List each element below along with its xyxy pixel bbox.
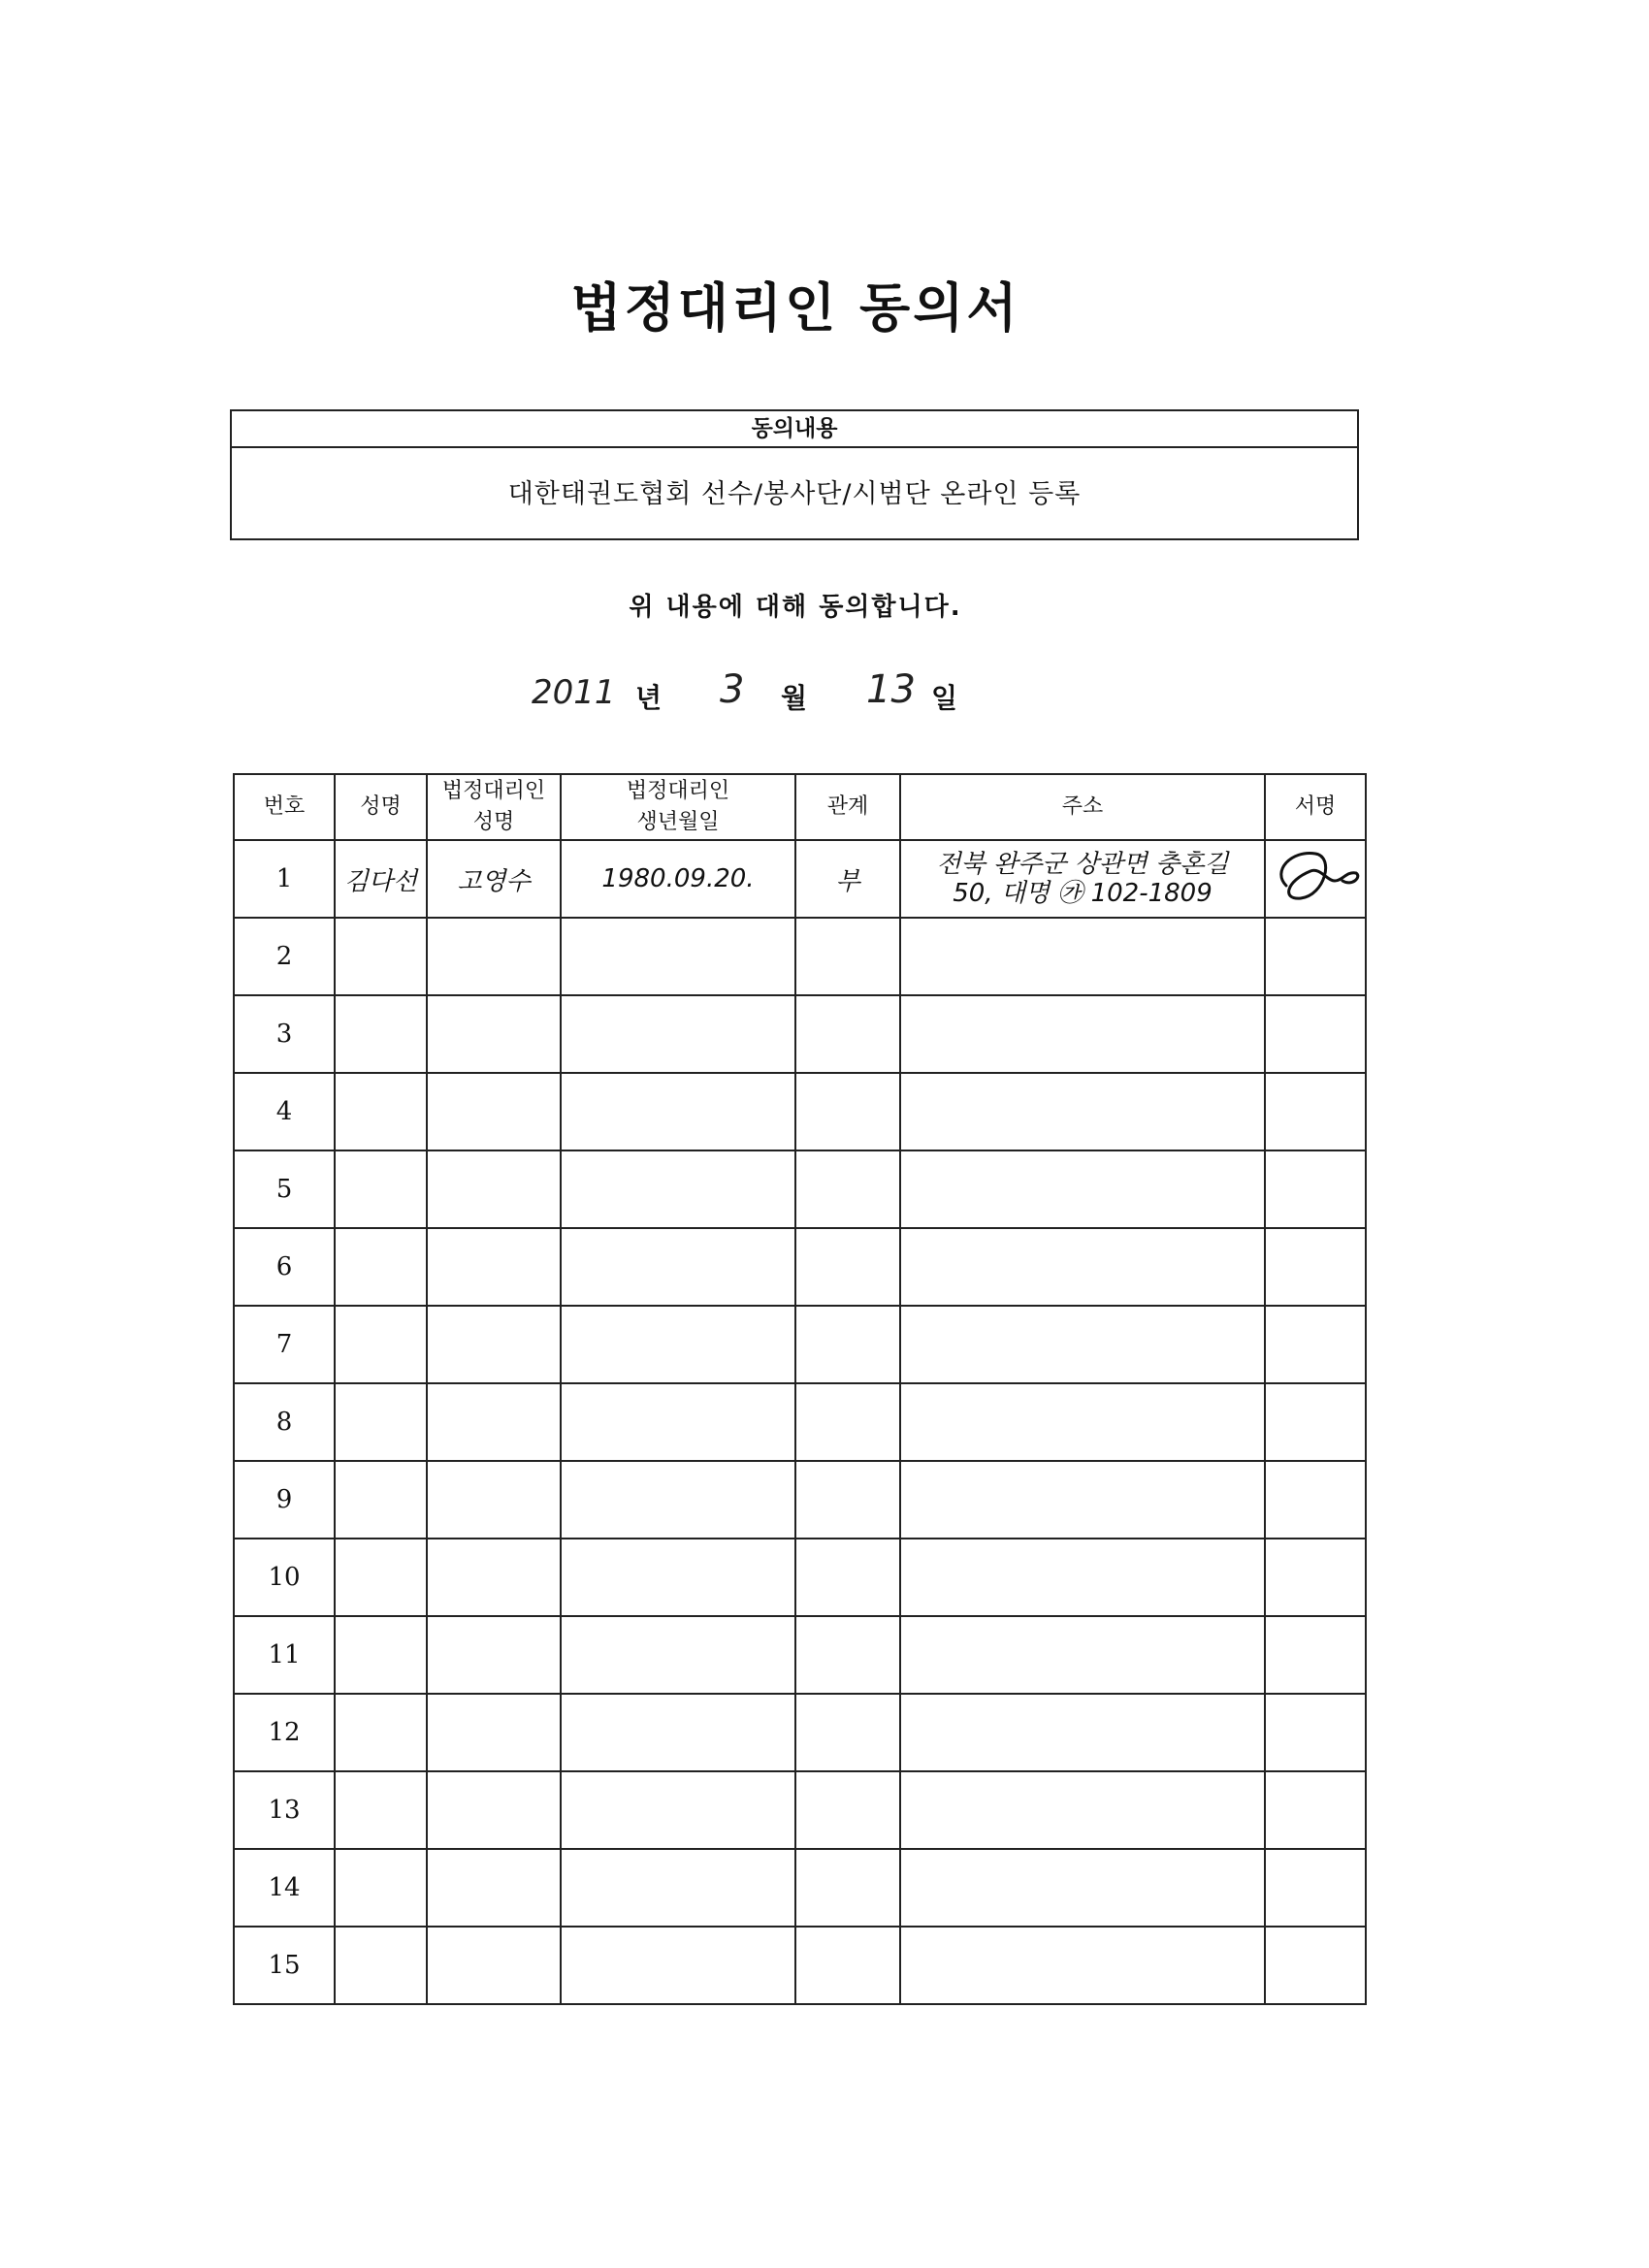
empty-cell: [1265, 1539, 1366, 1616]
empty-cell: [335, 1616, 427, 1694]
empty-cell: [795, 918, 900, 995]
empty-cell: [427, 1306, 561, 1383]
table-row: [234, 1927, 1366, 2004]
date-day-label: 일: [931, 682, 958, 714]
empty-cell: [900, 1383, 1265, 1461]
table-row: [234, 1694, 1366, 1771]
empty-cell: [900, 1694, 1265, 1771]
empty-cell: [561, 1461, 795, 1539]
empty-cell: [427, 1228, 561, 1306]
empty-cell: [795, 1306, 900, 1383]
empty-cell: [795, 1150, 900, 1228]
date-day-handwritten: 13: [866, 667, 916, 712]
empty-cell: [427, 1461, 561, 1539]
empty-cell: [561, 1849, 795, 1927]
empty-cell: [900, 1073, 1265, 1150]
address: 전북 완주군 상관면 충혼길 50, 대명 ㉮ 102-1809: [900, 840, 1265, 918]
date-month-handwritten: 3: [720, 667, 745, 712]
empty-cell: [1265, 1927, 1366, 2004]
empty-cell: [900, 1849, 1265, 1927]
row-number: 10: [234, 1539, 335, 1616]
empty-cell: [561, 1616, 795, 1694]
empty-cell: [561, 1927, 795, 2004]
header-relation: 관계: [795, 774, 900, 840]
header-address: 주소: [900, 774, 1265, 840]
consent-content-text: 대한태권도협회 선수/봉사단/시범단 온라인 등록: [507, 479, 1082, 509]
date-line: [0, 669, 1649, 728]
consent-content-header: 동의내용: [232, 411, 1357, 448]
row-number: 6: [234, 1228, 335, 1306]
empty-cell: [1265, 1306, 1366, 1383]
empty-cell: [335, 1694, 427, 1771]
empty-cell: [795, 1771, 900, 1849]
empty-cell: [427, 995, 561, 1073]
empty-cell: [900, 918, 1265, 995]
empty-cell: [900, 1616, 1265, 1694]
date-month-label: 월: [781, 682, 808, 714]
empty-cell: [1265, 1150, 1366, 1228]
table-row: [234, 1849, 1366, 1927]
table-row: [234, 1306, 1366, 1383]
empty-cell: [561, 918, 795, 995]
empty-cell: [335, 1228, 427, 1306]
empty-cell: [1265, 1383, 1366, 1461]
empty-cell: [1265, 1073, 1366, 1150]
empty-cell: [900, 1539, 1265, 1616]
empty-cell: [427, 1927, 561, 2004]
empty-cell: [561, 1150, 795, 1228]
agreement-statement: 위 내용에 대해 동의합니다.: [629, 593, 962, 622]
empty-cell: [795, 995, 900, 1073]
empty-cell: [335, 1073, 427, 1150]
table-row: [234, 918, 1366, 995]
table-row: [234, 1150, 1366, 1228]
empty-cell: [1265, 1616, 1366, 1694]
row-number: 4: [234, 1073, 335, 1150]
table-row: [234, 1771, 1366, 1849]
row-number: 5: [234, 1150, 335, 1228]
empty-cell: [427, 918, 561, 995]
empty-cell: [335, 1383, 427, 1461]
signature-cell: [1265, 840, 1366, 918]
empty-cell: [335, 1771, 427, 1849]
empty-cell: [561, 1539, 795, 1616]
empty-cell: [561, 1228, 795, 1306]
empty-cell: [900, 1771, 1265, 1849]
empty-cell: [427, 1073, 561, 1150]
empty-cell: [427, 1150, 561, 1228]
row-number: 3: [234, 995, 335, 1073]
empty-cell: [427, 1383, 561, 1461]
header-guardian-name: 법정대리인 성명: [427, 774, 561, 840]
row-number: 1: [234, 840, 335, 918]
document-title: 법정대리인 동의서: [570, 277, 1020, 339]
table-row: [234, 1539, 1366, 1616]
empty-cell: [427, 1616, 561, 1694]
empty-cell: [561, 1073, 795, 1150]
empty-cell: [561, 1306, 795, 1383]
table-row: [234, 1228, 1366, 1306]
table-header-row: [234, 774, 1366, 840]
table-row: [234, 1461, 1366, 1539]
empty-cell: [1265, 1849, 1366, 1927]
table-row: [234, 1383, 1366, 1461]
empty-cell: [900, 1228, 1265, 1306]
table-row: [234, 840, 1366, 918]
row-number: 13: [234, 1771, 335, 1849]
empty-cell: [335, 995, 427, 1073]
row-number: 15: [234, 1927, 335, 2004]
header-guardian-birthdate: 법정대리인 생년월일: [561, 774, 795, 840]
empty-cell: [427, 1539, 561, 1616]
row-number: 2: [234, 918, 335, 995]
header-signature: 서명: [1265, 774, 1366, 840]
empty-cell: [335, 1306, 427, 1383]
empty-cell: [795, 1539, 900, 1616]
empty-cell: [900, 995, 1265, 1073]
table-row: [234, 995, 1366, 1073]
empty-cell: [1265, 995, 1366, 1073]
empty-cell: [1265, 1228, 1366, 1306]
empty-cell: [561, 1383, 795, 1461]
header-name: 성명: [335, 774, 427, 840]
handwritten-signature: [1267, 842, 1364, 910]
empty-cell: [1265, 1694, 1366, 1771]
empty-cell: [561, 1771, 795, 1849]
empty-cell: [900, 1927, 1265, 2004]
empty-cell: [795, 1073, 900, 1150]
empty-cell: [335, 1150, 427, 1228]
consent-content-box: [230, 409, 1359, 540]
row-number: 9: [234, 1461, 335, 1539]
empty-cell: [427, 1771, 561, 1849]
empty-cell: [795, 1383, 900, 1461]
empty-cell: [900, 1150, 1265, 1228]
relation: 부: [795, 840, 900, 918]
empty-cell: [335, 1927, 427, 2004]
empty-cell: [335, 918, 427, 995]
guardian-name: 고영수: [427, 840, 561, 918]
row-number: 8: [234, 1383, 335, 1461]
guardian-registration-table: [233, 773, 1367, 2005]
empty-cell: [335, 1849, 427, 1927]
empty-cell: [900, 1461, 1265, 1539]
date-year-handwritten: 2011: [532, 673, 616, 712]
empty-cell: [795, 1461, 900, 1539]
date-year-label: 년: [635, 682, 663, 714]
guardian-birthdate: 1980.09.20.: [561, 840, 795, 918]
header-number: 번호: [234, 774, 335, 840]
empty-cell: [1265, 918, 1366, 995]
empty-cell: [795, 1694, 900, 1771]
empty-cell: [795, 1616, 900, 1694]
row-number: 12: [234, 1694, 335, 1771]
empty-cell: [335, 1539, 427, 1616]
empty-cell: [1265, 1461, 1366, 1539]
empty-cell: [561, 995, 795, 1073]
empty-cell: [1265, 1771, 1366, 1849]
empty-cell: [795, 1927, 900, 2004]
table-row: [234, 1616, 1366, 1694]
row-number: 11: [234, 1616, 335, 1694]
empty-cell: [900, 1306, 1265, 1383]
row-number: 7: [234, 1306, 335, 1383]
row-number: 14: [234, 1849, 335, 1927]
empty-cell: [335, 1461, 427, 1539]
empty-cell: [427, 1849, 561, 1927]
empty-cell: [427, 1694, 561, 1771]
empty-cell: [561, 1694, 795, 1771]
empty-cell: [795, 1849, 900, 1927]
table-row: [234, 1073, 1366, 1150]
empty-cell: [795, 1228, 900, 1306]
applicant-name: 김다선: [335, 840, 427, 918]
